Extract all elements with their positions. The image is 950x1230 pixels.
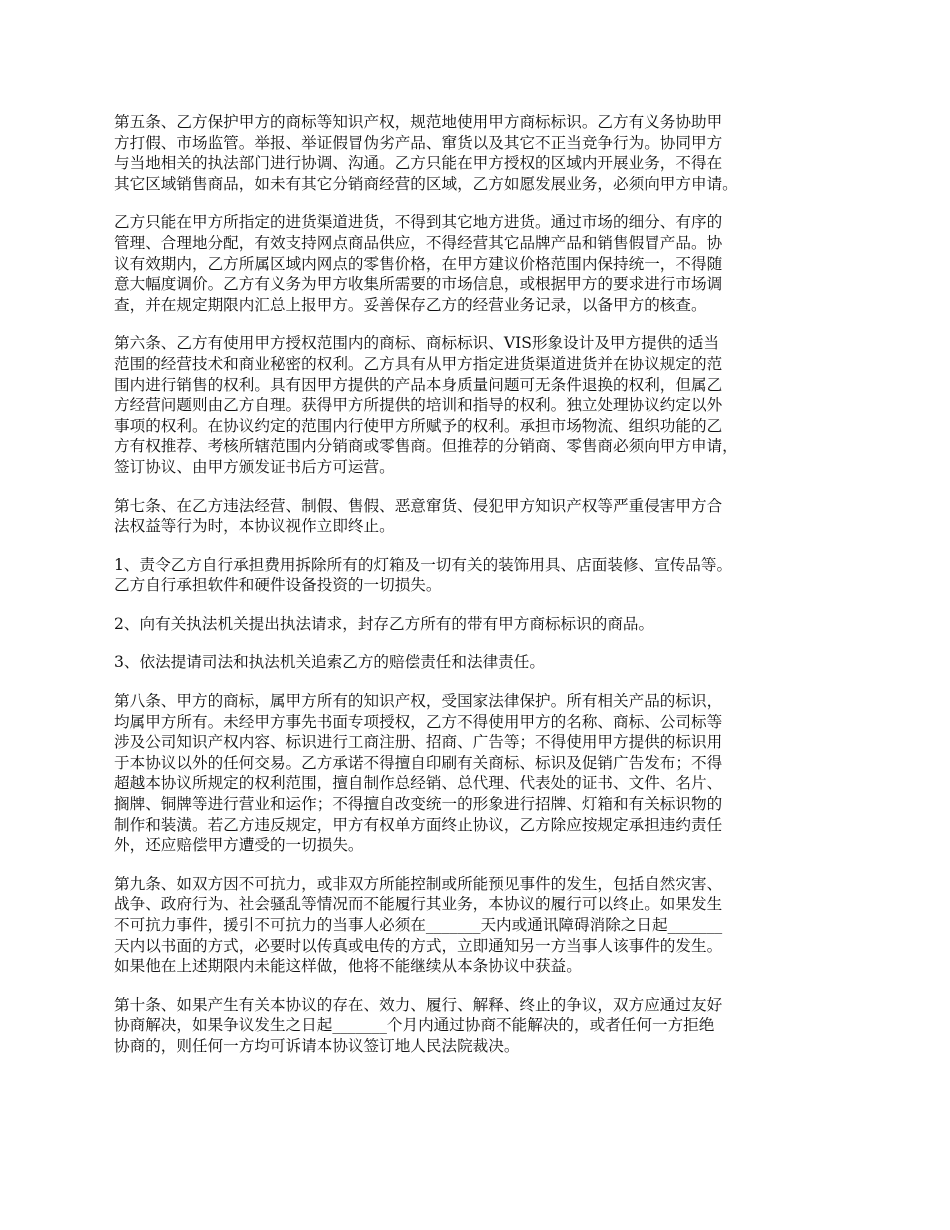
article-9-paragraph: 第九条、如双方因不可抗力，或非双方所能控制或所能预见事件的发生，包括自然灾害、 战争、政府行为、社会骚乱等情况而不能履行其业务，本协议的履行可以终止。如果发生 不可抗力事件，援引不可抗力的当事人必须在_______天内或通讯障碍消除之日起_______ 天内以书面的方式，必要时以传真或电传的方式，立即通知另一方当事人该事件的发生。 如果他在上述期限内未能这样做，他将不能继续从本条协议中获益。 xyxy=(114,874,723,976)
article-10-paragraph: 第十条、如果产生有关本协议的存在、效力、履行、解释、终止的争议，双方应通过友好 协商解决，如果争议发生之日起_______个月内通过协商不能解决的，或者任何一方拒绝 协商的，则任何一方均可诉请本协议签订地人民法院裁决。 xyxy=(114,995,723,1055)
document-body xyxy=(114,112,844,1075)
article-5-continued-paragraph: 乙方只能在甲方所指定的进货渠道进货，不得到其它地方进货。通过市场的细分、有序的 管理、合理地分配，有效支持网点商品供应，不得经营其它品牌产品和销售假冒产品。协 议有效期内，乙方所属区域内网点的零售价格，在甲方建议价格范围内保持统一，不得随 意大幅度调价。乙方有义务为甲方收集所需要的市场信息，或根据甲方的要求进行市场调 查，并在规定期限内汇总上报甲方。妥善保存乙方的经营业务记录，以备甲方的核查。 xyxy=(114,213,723,314)
article-5-paragraph: 第五条、乙方保护甲方的商标等知识产权，规范地使用甲方商标标识。乙方有义务协助甲 方打假、市场监管。举报、举证假冒伪劣产品、窜货以及其它不正当竞争行为。协同甲方 与当地相关的执法部门进行协调、沟通。乙方只能在甲方授权的区域内开展业务，不得在 其它区域销售商品，如未有其它分销商经营的区域，乙方如愿发展业务，必须向甲方申请。 xyxy=(114,113,738,193)
article-7-paragraph: 第七条、在乙方违法经营、制假、售假、恶意窜货、侵犯甲方知识产权等严重侵害甲方合 法权益等行为时，本协议视作立即终止。 xyxy=(114,496,723,536)
article-7-item-2: 2、向有关执法机关提出执法请求，封存乙方所有的带有甲方商标标识的商品。 xyxy=(114,614,655,633)
article-6-paragraph: 第六条、乙方有使用甲方授权范围内的商标、商标标识、VIS形象设计及甲方提供的适当 范围的经营技术和商业秘密的权利。乙方具有从甲方指定进货渠道进货并在协议规定的范 围内进行销售的权利。具有因甲方提供的产品本身质量问题可无条件退换的权利，但属乙 方经营问题则由乙方自理。获得甲方所提供的培训和指导的权利。独立处理协议约定以外 事项的权利。在协议约定的范围内行使甲方所赋予的权利。承担市场物流、组织功能的乙 方有权推荐、考核所辖范围内分销商或零售商。但推荐的分销商、零售商必须向甲方申请， 签订协议、由甲方颁发证书后方可运营。 xyxy=(114,334,738,476)
article-8-paragraph: 第八条、甲方的商标，属甲方所有的知识产权，受国家法律保护。所有相关产品的标识， 均属甲方所有。未经甲方事先书面专项授权，乙方不得使用甲方的名称、商标、公司标等 涉及公司知识产权内容、标识进行工商注册、招商、广告等；不得使用甲方提供的标识用 于本协议以外的任何交易。乙方承诺不得擅自印刷有关商标、标识及促销广告发布；不得 超越本协议所规定的权利范围，擅自制作总经销、总代理、代表处的证书、文件、名片、 搁牌、铜牌等进行营业和运作；不得擅自改变统一的形象进行招牌、灯箱和有关标识物的 制作和装潢。若乙方违反规定，甲方有权单方面终止协议，乙方除应按规定承担违约责任 外，还应赔偿甲方遭受的一切损失。 xyxy=(114,692,723,855)
article-7-item-3: 3、依法提请司法和执法机关追索乙方的赔偿责任和法律责任。 xyxy=(114,653,545,672)
article-7-item-1: 1、责令乙方自行承担费用拆除所有的灯箱及一切有关的装饰用具、店面装修、宣传品等。 乙方自行承担软件和硬件设备投资的一切损失。 xyxy=(114,555,733,595)
